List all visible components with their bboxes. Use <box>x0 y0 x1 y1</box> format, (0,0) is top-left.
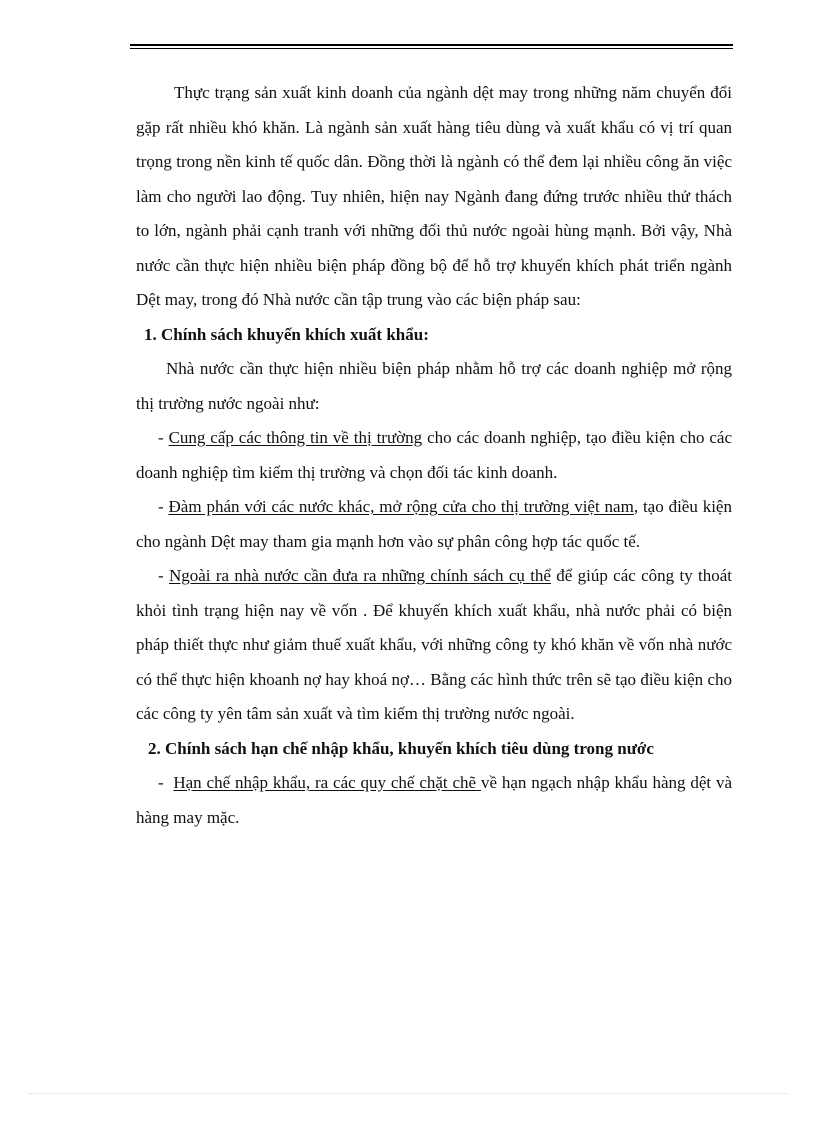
section-2-heading: 2. Chính sách hạn chế nhập khẩu, khuyến khích tiêu dùng trong nước <box>148 738 654 758</box>
document-body <box>136 76 732 835</box>
section-1-bullet-3: - Ngoài ra nhà nước cần đưa ra những chính sách cụ thể để giúp các công ty thoát khỏi tình trạng hiện nay về vốn . Để khuyến khích xuất khẩu, nhà nước phải có biện pháp thiết thực như giảm thuế xuất khẩu, với những công ty khó khăn về vốn nhà nước có thể thực hiện khoanh nợ hay khoá nợ… Bằng các hình thức trên sẽ tạo điều kiện cho các công ty yên tâm sản xuất và tìm kiếm thị trường nước ngoài. <box>136 566 732 723</box>
underlined-phrase: Ngoài ra nhà nước cần đưa ra những chính sách cụ thể <box>168 566 551 585</box>
header-rule-thick <box>130 44 733 46</box>
intro-paragraph: Thực trạng sản xuất kinh doanh của ngành dệt may trong những năm chuyển đổi gặp rất nhiều khó khăn. Là ngành sản xuất hàng tiêu dùng và xuất khẩu có vị trí quan trọng trong nền kinh tế quốc dân. Đồng thời là ngành có thể đem lại nhiều công ăn việc làm cho người lao động. Tuy nhiên, hiện nay Ngành đang đứng trước nhiều thử thách to lớn, ngành phải cạnh tranh với những đối thủ nước ngoài hùng mạnh. Bởi vậy, Nhà nước cần thực hiện nhiều biện pháp đồng bộ để hỗ trợ khuyến khích phát triển ngành Dệt may, trong đó Nhà nước cần tập trung vào các biện pháp sau: <box>136 83 732 309</box>
header-rule-thin <box>130 48 733 49</box>
section-1-heading: 1. Chính sách khuyến khích xuất khẩu: <box>144 324 429 344</box>
underlined-phrase: Hạn chế nhập khẩu, ra các quy chế chặt chẽ <box>173 773 481 792</box>
page-bottom-divider <box>28 1093 788 1094</box>
section-1-bullet-2: - Đàm phán với các nước khác, mở rộng cửa cho thị trường việt nam, tạo điều kiện cho ngành Dệt may tham gia mạnh hơn vào sự phân công hợp tác quốc tế. <box>136 497 732 551</box>
underlined-phrase: Đàm phán với các nước khác, mở rộng cửa cho thị trường việt nam <box>168 497 634 516</box>
section-2-bullet-1: - Hạn chế nhập khẩu, ra các quy chế chặt chẽ về hạn ngạch nhập khẩu hàng dệt và hàng may mặc. <box>136 773 732 827</box>
section-1-bullet-1: - Cung cấp các thông tin về thị trường cho các doanh nghiệp, tạo điều kiện cho các doanh nghiệp tìm kiếm thị trường và chọn đối tác kinh doanh. <box>136 428 732 482</box>
section-1-intro: Nhà nước cần thực hiện nhiều biện pháp nhằm hỗ trợ các doanh nghiệp mở rộng thị trường nước ngoài như: <box>136 359 732 413</box>
underlined-phrase: Cung cấp các thông tin về thị trường <box>168 428 423 447</box>
